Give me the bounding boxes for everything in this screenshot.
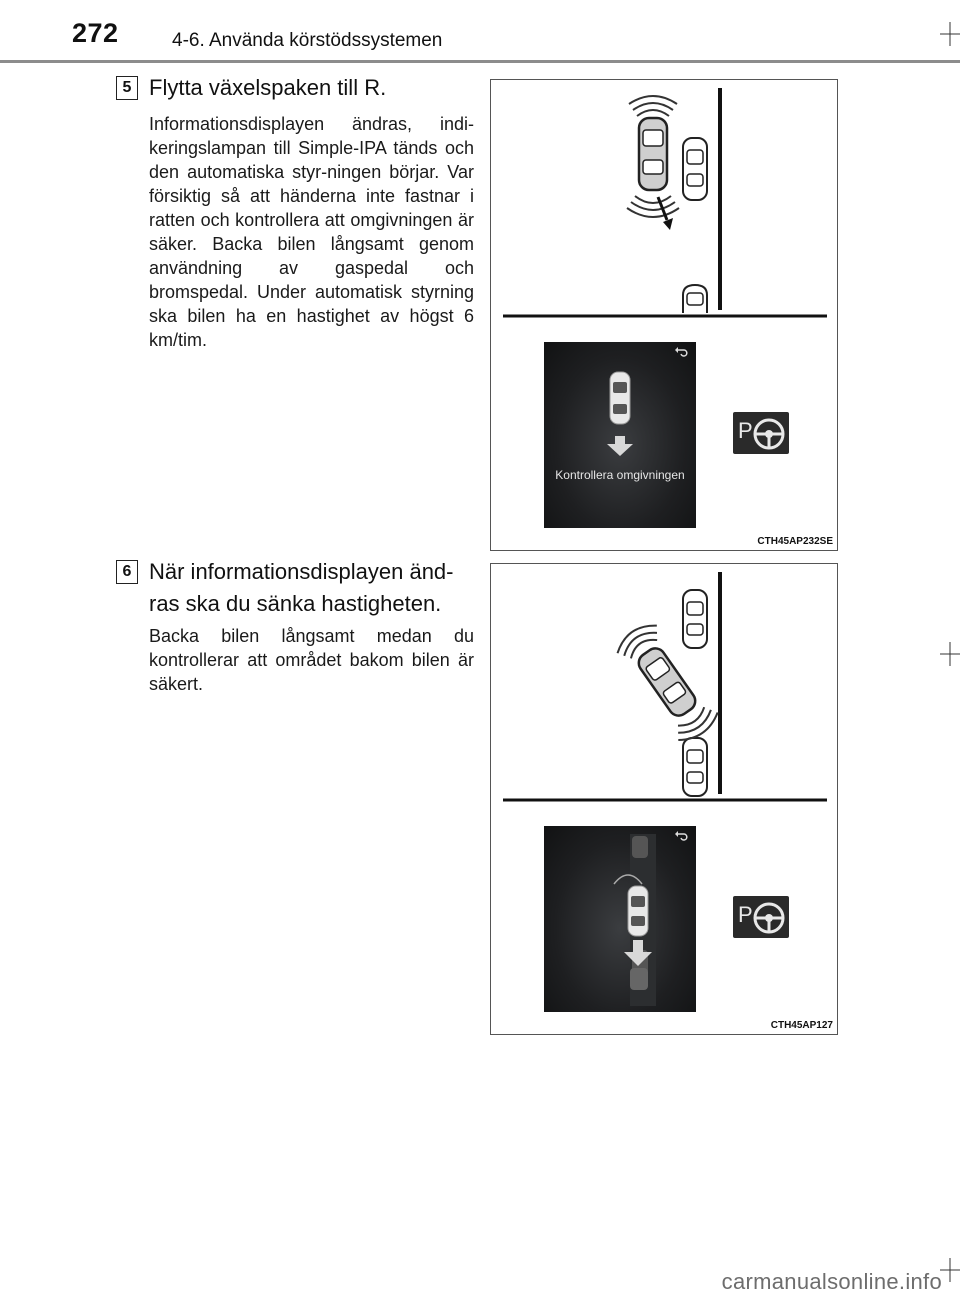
multi-information-display (544, 342, 696, 528)
display-car-icon (628, 886, 648, 936)
page-number: 272 (72, 18, 119, 48)
display-message: Kontrollera omgivningen (555, 468, 685, 482)
simple-ipa-indicator (733, 896, 789, 938)
crop-mark-bottom-right (940, 1258, 960, 1282)
multi-information-display (544, 826, 696, 1012)
steering-wheel-icon (755, 904, 783, 932)
figure-code: CTH45AP127 (770, 1020, 833, 1031)
parked-car-icon (683, 590, 707, 648)
ipa-letter: P (738, 902, 753, 927)
step-body: Informationsdisplayen ändras, indi-keringslampan till Simple-IPA tänds och den automatiska styr-ningen börjar. Var försiktig så att händerna inte fastnar i ratten och kontrollera att omgivningen är säker. Backa bilen långsamt genom användning av gaspedal och bromspedal. Under automatisk styrning ska bilen ha en hastighet av högst 6 km/tim. (149, 114, 474, 350)
crop-mark-top-right (940, 22, 960, 46)
header-rule (0, 60, 960, 63)
parked-car-icon (683, 738, 707, 796)
crop-mark-middle-right (940, 642, 960, 666)
ipa-letter: P (738, 418, 753, 443)
step-heading: När informationsdisplayen änd-ras ska du sänka hastigheten. (149, 559, 454, 616)
simple-ipa-indicator (733, 412, 789, 454)
footer-watermark[interactable]: carmanualsonline.info (721, 1269, 942, 1294)
step-number-badge: 6 (116, 560, 138, 584)
step-heading: Flytta växelspaken till R. (149, 75, 387, 100)
step-number-badge: 5 (116, 76, 138, 100)
figure-step-6 (490, 563, 838, 1035)
parked-car-icon (683, 285, 707, 313)
parked-car-icon (683, 138, 707, 200)
section-title: 4-6. Använda körstödssystemen (172, 30, 443, 51)
display-car-icon (610, 372, 630, 424)
arrow-down-icon (607, 436, 633, 456)
figure-step-5 (490, 79, 838, 551)
step-body: Backa bilen långsamt medan du kontrollerar att området bakom bilen är säkert. (149, 626, 474, 694)
figure-code: CTH45AP232SE (757, 536, 833, 547)
steering-wheel-icon (755, 420, 783, 448)
own-car-icon (627, 96, 679, 217)
